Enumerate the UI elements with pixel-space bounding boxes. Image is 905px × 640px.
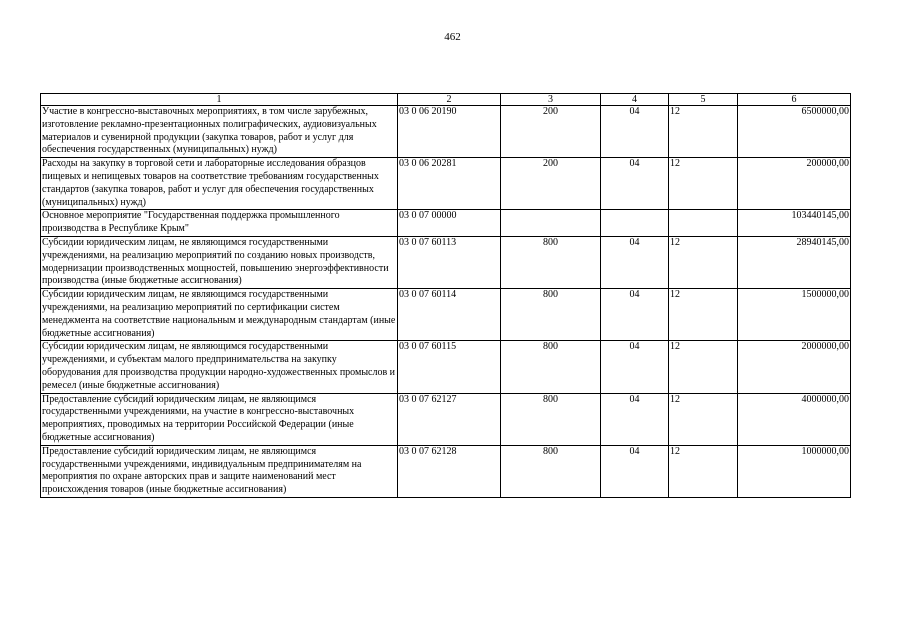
row-col-4: 04	[601, 106, 669, 158]
row-col-5: 12	[669, 445, 738, 497]
row-sum: 1500000,00	[738, 289, 851, 341]
row-col-3: 800	[501, 341, 601, 393]
row-name: Предоставление субсидий юридическим лицам, не являющимся государственными учреждениями, индивидуальным предпринимателям на мероприятия по охране авторских прав и защите наименований мест происхождения товаров (иные бюджетные ассигнования)	[41, 445, 398, 497]
row-col-3: 800	[501, 393, 601, 445]
row-code: 03 0 06 20190	[398, 106, 501, 158]
row-name: Субсидии юридическим лицам, не являющимся государственными учреждениями, и субъектам малого предпринимательства на закупку оборудования для производства продукции народно-художественных промыслов и ремесел (иные бюджетные ассигнования)	[41, 341, 398, 393]
row-code: 03 0 07 60113	[398, 236, 501, 288]
row-col-3	[501, 210, 601, 237]
row-sum: 2000000,00	[738, 341, 851, 393]
row-col-5: 12	[669, 289, 738, 341]
row-col-3: 200	[501, 106, 601, 158]
table-row	[41, 106, 851, 158]
row-col-3: 800	[501, 236, 601, 288]
row-code: 03 0 07 00000	[398, 210, 501, 237]
row-col-3: 200	[501, 158, 601, 210]
table-row	[41, 236, 851, 288]
row-col-4	[601, 210, 669, 237]
header-col-6: 6	[738, 94, 851, 106]
row-col-5: 12	[669, 236, 738, 288]
table-row	[41, 445, 851, 497]
row-code: 03 0 07 62127	[398, 393, 501, 445]
row-name: Участие в конгрессно-выставочных мероприятиях, в том числе зарубежных, изготовление рекламно-презентационных полиграфических, аудиовизуальных материалов и сувенирной продукции (закупка товаров, работ и услуг для обеспечения государственных (муниципальных) нужд)	[41, 106, 398, 158]
page-number: 462	[444, 31, 461, 43]
row-sum: 4000000,00	[738, 393, 851, 445]
row-col-4: 04	[601, 445, 669, 497]
row-sum: 28940145,00	[738, 236, 851, 288]
row-sum: 103440145,00	[738, 210, 851, 237]
header-col-5: 5	[669, 94, 738, 106]
row-name: Основное мероприятие "Государственная поддержка промышленного производства в Республике Крым"	[41, 210, 398, 237]
row-col-5	[669, 210, 738, 237]
row-name: Предоставление субсидий юридическим лицам, не являющимся государственными учреждениями, на участие в конгрессно-выставочных мероприятиях, проводимых на территории Российской Федерации (иные бюджетные ассигнования)	[41, 393, 398, 445]
budget-table	[40, 93, 851, 498]
row-col-4: 04	[601, 289, 669, 341]
table-row	[41, 210, 851, 237]
row-col-5: 12	[669, 106, 738, 158]
header-col-1: 1	[41, 94, 398, 106]
table-row	[41, 158, 851, 210]
row-col-5: 12	[669, 158, 738, 210]
row-code: 03 0 07 62128	[398, 445, 501, 497]
row-col-3: 800	[501, 445, 601, 497]
header-row	[41, 94, 851, 106]
row-sum: 200000,00	[738, 158, 851, 210]
table-row	[41, 393, 851, 445]
row-col-4: 04	[601, 393, 669, 445]
row-col-5: 12	[669, 341, 738, 393]
row-col-3: 800	[501, 289, 601, 341]
row-code: 03 0 07 60115	[398, 341, 501, 393]
header-col-4: 4	[601, 94, 669, 106]
header-col-2: 2	[398, 94, 501, 106]
row-name: Субсидии юридическим лицам, не являющимся государственными учреждениями, на реализацию мероприятий по сертификации систем менеджмента на соответствие национальным и международным стандартам (иные бюджетные ассигнования)	[41, 289, 398, 341]
row-sum: 6500000,00	[738, 106, 851, 158]
row-code: 03 0 06 20281	[398, 158, 501, 210]
row-name: Расходы на закупку в торговой сети и лабораторные исследования образцов пищевых и непищевых товаров на соответствие требованиям государственных стандартов (закупка товаров, работ и услуг для обеспечения государственных (муниципальных) нужд)	[41, 158, 398, 210]
row-col-4: 04	[601, 158, 669, 210]
row-code: 03 0 07 60114	[398, 289, 501, 341]
row-sum: 1000000,00	[738, 445, 851, 497]
row-col-4: 04	[601, 236, 669, 288]
table-row	[41, 289, 851, 341]
table-row	[41, 341, 851, 393]
row-col-4: 04	[601, 341, 669, 393]
row-name: Субсидии юридическим лицам, не являющимся государственными учреждениями, на реализацию мероприятий по созданию новых производств, модернизации производственных мощностей, повышению энергоэффективности производства (иные бюджетные ассигнования)	[41, 236, 398, 288]
header-col-3: 3	[501, 94, 601, 106]
row-col-5: 12	[669, 393, 738, 445]
